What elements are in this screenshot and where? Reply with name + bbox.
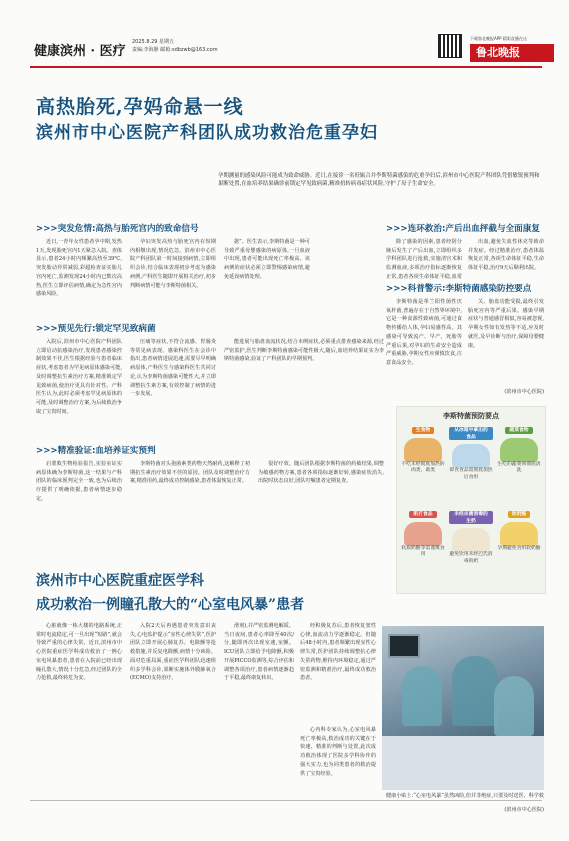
info-item-fridge-food: 从冰箱中拿出的食品 即食食品需彻底加热后食用 <box>449 427 493 480</box>
article1-col5: 出血,避免失血性休克等致命并发症。经过精准治疗,患者体温恢复正常,各项生命体征平稳,生命体征平稳,治疗9天后顺利出院。 <box>468 239 544 272</box>
qr-caption: 下载鲁北晚报APP 精彩直播在这 <box>470 36 527 41</box>
article2-col4: 经积极复苏后,患者恢复窦性心律,血流动力学逐渐稳定。但随后48小时内,患者频繁出现室性心律失常,医护团队持续调整抗心律失常药物,维持内环境稳定,通过严密监测和精准治疗,最终成功救治患者。 <box>300 623 376 682</box>
article2-title-line1: 滨州市中心医院重症医学科 <box>36 573 204 589</box>
info-item-raw-milk: 未经杀菌消毒的生奶 避免饮用未经巴氏消毒的奶 <box>449 511 493 564</box>
article2-byline: (滨州市中心医院) <box>504 807 544 813</box>
section-name: 健康滨州 · 医疗 <box>34 44 126 59</box>
article1-col12: 李斯特菌对头孢菌素类药物天然耐药,这解释了初期抗生素治疗效果不佳的原因。团队及时调整治疗方案,精准用药,最终成功控制感染,患者体温恢复正常。 <box>130 461 250 485</box>
article1-col10: 能进展与胎盘血流状况,结合本例症状,必须重点排查感染来源,经过严密监护,医生判断李斯特菌感染可能性极大,随后,血培养结果证实为李斯特菌感染,验证了产科团队的早期预判。 <box>224 339 384 363</box>
info-item-soft-cheese: 软奶酪 孕期避免食用软奶酪 <box>497 511 541 551</box>
brand-name: 鲁北晚报 <box>476 46 520 59</box>
article1-col2: 孕妇突发高热与胎死宫内在短期内相继出现,情况危急。滨州市中心医院产科团队第一时间接到病情,立即组织会诊,结合临床表现初步考虑为感染病例,产科医生随即开展相关治疗,初步判断病情可能与李斯特菌相关。 <box>130 239 216 289</box>
footer-rule <box>30 800 542 801</box>
cheese-icon <box>500 522 538 546</box>
infographic-title: 李斯特菌预防要点 <box>443 411 499 420</box>
raw-food-icon <box>404 438 442 462</box>
qr-code-icon[interactable] <box>438 34 462 58</box>
article1-col4: 除了感染的因素,患者经阴分娩后发生了产后出血,立即组织多学科团队进行抢救,实施清宫术和监测血液,多项治疗指标逐渐恢复正常,患者各项生命体征平稳,血常 <box>386 239 462 280</box>
issue-date: 2025.8.29 星期五 <box>132 39 175 45</box>
section-heading-warning: >>>科普警示:李斯特菌感染防控要点 <box>386 284 532 294</box>
article1-col9: 压痛等症状,不符合流感、胃肠炎等常见病表现。感染科医生在会诊中指出,患者病情进展迅速,需要尽早明确病原体,产科医生与感染科医生共同讨论,认为李斯特菌感染可能性大,并立即调整抗生素方案,有效控制了病情的进一步发展。 <box>130 339 216 398</box>
article1-col7: 关、胎盘功能受损,最终引发胎死宫内等严重后果。感染早期症状与普通感冒相似,容易被忽视,孕期女性如有发热等不适,应及时就医,及早诊断与治疗,保障母婴健康。 <box>468 299 544 349</box>
article2-col3: 滑剂),并严密监测电解质。当日夜间,患者心率降至40次/分,随即再次出现室速,室颤。ICU团队立即给予电除颤,积极开展PICCO监测等,综合评估和调整各项治疗,患者病情逐渐趋于平稳,最终康复转出。 <box>224 623 294 682</box>
article2-col1: 心脏就像一栋大楼的电路系统,正常时电流稳定,可一旦出现“短路”,就会导致严重的心律失常。近日,滨州市中心医院重症医学科成功救治了一例心室电风暴患者,患者在入院前已经出现瞳孔散大,情况十分危急,经过团队的全力抢救,最终转危为安。 <box>36 623 122 682</box>
article1-byline: (滨州市中心医院) <box>504 389 544 395</box>
section-heading-verification: >>>精准验证:血培养证实预判 <box>36 446 156 456</box>
milk-icon <box>452 528 490 552</box>
article1-col1: 近日,一青年女性患者孕中期,发热1天,发现胎死宫内1天紧急入院。查体显示,患者24小时内频繁高热至39℃,突发胎动异常减弱,彩超检查证实胎儿宫内死亡,监测发现24小时内已数次高热,医生立即评估病情,确定为急性宫内感染风险。 <box>36 239 122 298</box>
prevention-infographic <box>396 406 546 594</box>
icu-photo <box>382 626 544 790</box>
article1-col11: 启蒙救生物检验报告,实验室证实病原体确为李斯特菌,这一结果与产科团队的临床预判完全一致,也为后续治疗提供了明确依据,患者病情逐步稳定。 <box>36 461 122 502</box>
info-item-raw-food: 生食物 不吃未经彻底加热的肉类、禽类 <box>401 427 445 473</box>
monitor-icon <box>388 634 420 658</box>
vegetable-icon <box>500 438 538 462</box>
article2-title-line2: 成功救治一例瞳孔散大的“心室电风暴”患者 <box>36 597 305 613</box>
processed-food-icon <box>404 522 442 546</box>
fridge-icon <box>452 444 490 468</box>
brand-banner <box>470 44 554 62</box>
article1-lead: 孕期测量的感染风险可能成为致命威胁。近日,在接诊一名妊娠合并李斯特菌感染的危重孕妇后,滨州市中心医院产科团队凭借敏锐预判和果断处置,在血培养结果确诊前锁定罕见致病菌,精准扭转病毒症状风险,守护了母子生命安全。 <box>218 173 540 188</box>
header-rule <box>30 66 542 68</box>
info-item-processed-food: 肌打食品 软质奶酪等需谨慎食用 <box>401 511 445 557</box>
article1-title-line2: 滨州市中心医院产科团队成功救治危重孕妇 <box>36 123 378 143</box>
photo-caption: 健康小贴士:“心室电风暴”虽然凶险,但并非绝症,只要及时送医、科学救 <box>386 793 544 799</box>
article1-col13: 很好疗效。随后团队根据李斯特菌的药敏结果,调整为敏感药物方案,患者各项指标逐渐好转,感染症状消失,出院时状态良好,团队叮嘱患者定期复查。 <box>258 461 384 485</box>
editor-line: 责编:李海静 邮箱:sdbzwb@163.com <box>132 47 218 53</box>
section-heading-emergency: >>>突发危情:高热与胎死宫内的致命信号 <box>36 224 199 234</box>
date-line <box>132 38 218 54</box>
page-header <box>0 30 569 64</box>
article2-col5: 心内科专家认为,心室电风暴死亡率极高,救治成功的关键在于快速、精准的判断与处置,此次成功救治体现了医院多学科协作的强大实力,也为同类患者的救治提供了宝贵经验。 <box>300 727 376 777</box>
article1-col6: 李斯特菌是革兰阳性菌性厌氧杆菌,普遍存在于自然界环境中,它是一种食源性致病菌,可通过食物传播给人体,孕妇易感性高。其感染可导致流产、早产、死胎等严重后果,对孕妇的生命安全造成严重威胁,孕期女性应谨慎饮食,注意食品安全。 <box>386 299 462 366</box>
section-heading-prediction: >>>预见先行:锁定罕见致病菌 <box>36 324 156 334</box>
article2-col2: 入院2天后再遇患者突发意识丧失,心电监护提示“室性心律失常”,医护团队立即开展心肺复苏、电除颤等抢救措施,并反复电除颤,病情十分凶险。面对危重局面,重症医学科团队迅速组织多学科会诊,果断实施体外膜肺氧合(ECMO)支持治疗。 <box>130 623 216 682</box>
hospital-bed <box>382 736 544 790</box>
section-heading-rescue: >>>连环救治:产后出血抨截与全面康复 <box>386 224 540 234</box>
info-item-vegetables: 蔬菜食物 生吃的蔬菜须彻底清洗 <box>497 427 541 473</box>
article1-col8: 入院后,滨州市中心医院产科团队立即启动抗感染治疗,发现患者感染控制效果不佳,医生根据经验与患者临床症状,考虑患者为罕见病原体感染可能,及时调整抗生素治疗方案,精准锁定罕见致病菌,使治疗更具有针对性。产科医生认为,此时必须考虑罕见病原体的可能,及时调整治疗方案,为后续救治争取了宝贵时间。 <box>36 339 122 415</box>
article1-title-line1: 高热胎死,孕妈命悬一线 <box>36 96 244 118</box>
article1-col3: 据”。医生表示,李斯特菌是一种可导致严重母婴感染的病原体,一旦血液中出现,患者可能出现死亡率极高。该病例的症状必须立即警惕感染病情,避免延误病情处理。 <box>224 239 310 280</box>
